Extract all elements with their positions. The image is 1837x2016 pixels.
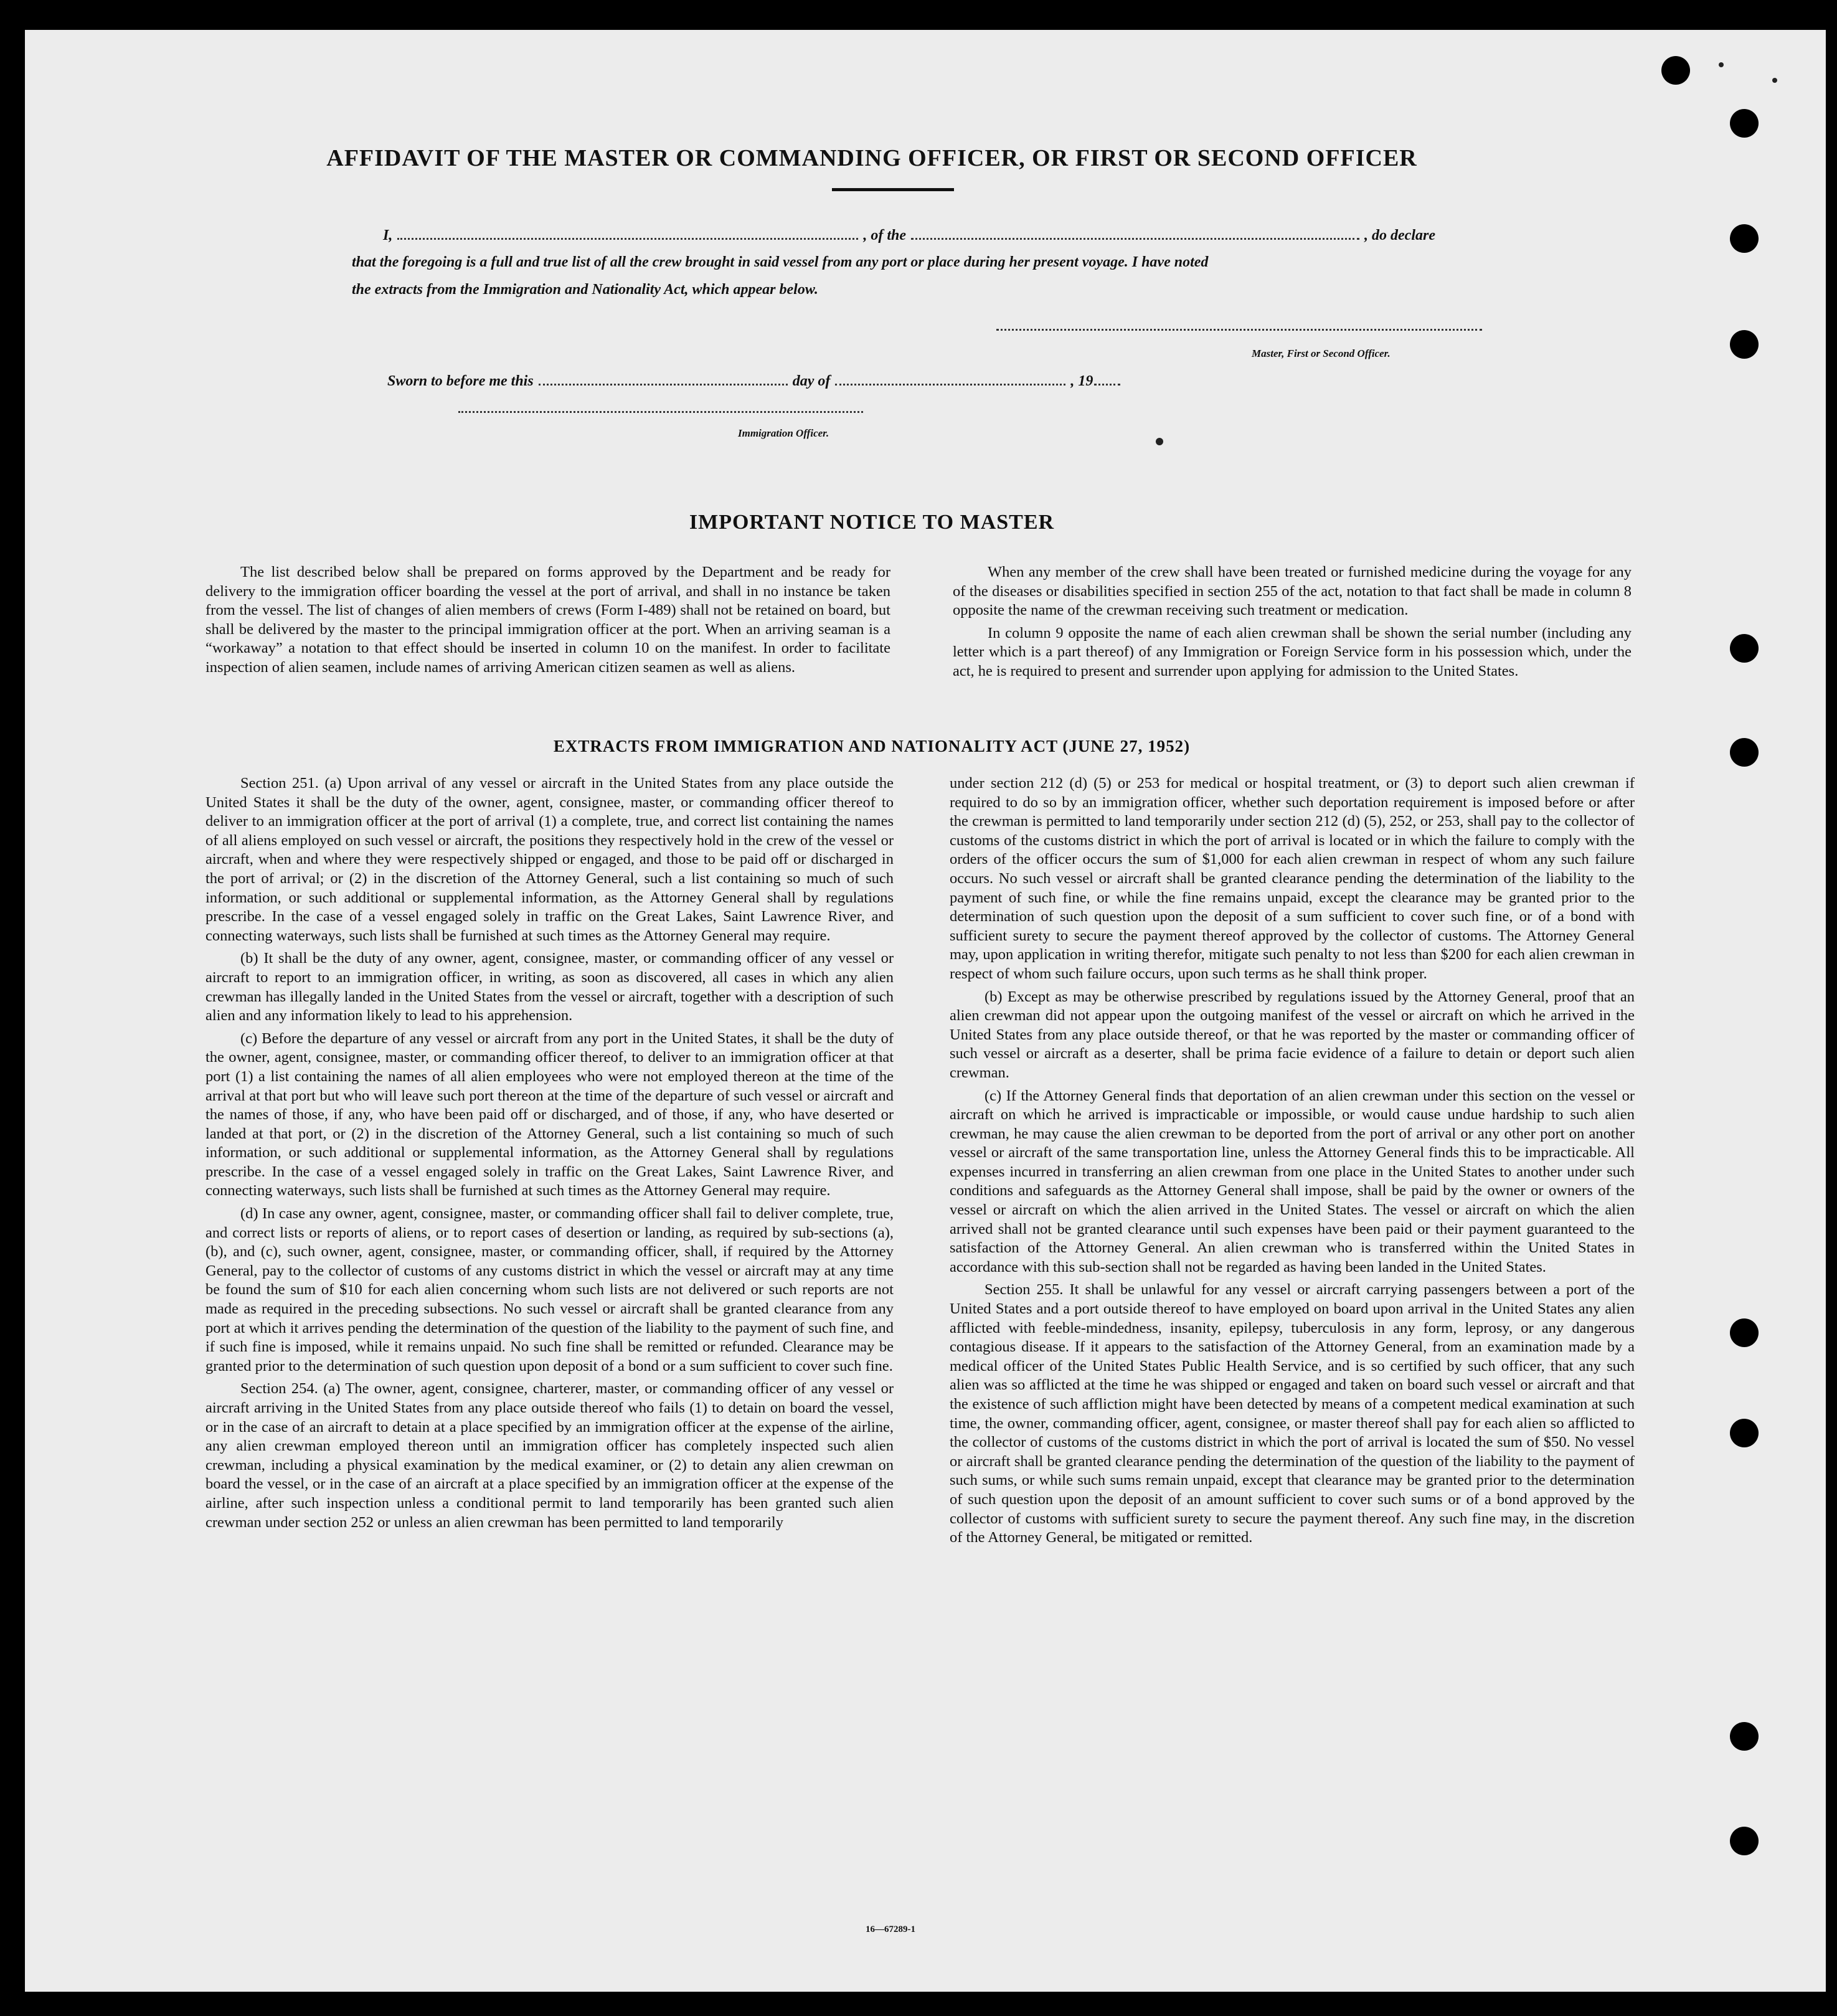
notice-title: IMPORTANT NOTICE TO MASTER [689,511,1055,534]
sworn-date-field[interactable] [539,371,788,386]
notice-left-column [205,563,890,678]
notice-paragraph: The list described below shall be prepared on forms approved by the Department and be ready for delivery to the immigration officer boarding the vessel at the port of arrival, and shall in no instance be taken from the vessel. The list of changes of alien members of crews (Form I-489) shall not be retained on board, but shall be delivered by the master to the principal immigration officer at the port. When an arriving seaman is a “workaway” a notation to that effect should be inserted in column 10 on the manifest. In order to facilitate inspection of alien seamen, include names of arriving American citizen seamen as well as aliens. [205,564,890,676]
section-255: Section 255. It shall be unlawful for any vessel or aircraft carrying passengers between a port of the United States and a port outside thereof to have employed on board upon arrival in the United States any alien afflicted with feeble-mindedness, insanity, epilepsy, tuberculosis in any form, leprosy, or any dangerous contagious disease. If it appears to the satisfaction of the Attorney General, from an examination made by a medical officer of the United States Public Health Service, and is so certified by such officer, that any such alien was so afflicted at the time he was shipped or engaged and taken on board such vessel or aircraft and that the existence of such affliction might have been detected by means of a competent medical examination at such time, the owner, commanding officer, agent, consignee, or master thereof shall pay for each alien so afflicted to the collector of customs of the customs district in which the port of arrival is located the sum of $50. No vessel or aircraft shall be granted clearance pending the determination of the question of the liability to the payment of such sums, or while such sums remain unpaid, except that clearance may be granted prior to the determination of such question upon the deposit of an amount sufficient to cover such sums or of a bond approved by the collector of customs with sufficient surety to secure the payment thereof. Any such fine may, in the discretion of the Attorney General, be mitigated or remitted. [950,1281,1635,1546]
section-254c: (c) If the Attorney General finds that deportation of an alien crewman under this section on the vessel or aircraft on which he arrived is impracticable or impossible, or would cause undue hardship to such alien crewman, he may cause the alien crewman to be deported from the port of arrival or any other port on another vessel or aircraft of the same transportation line, unless the Attorney General finds this to be impracticable. All expenses incurred in transferring an alien crewman from one place in the United States to another under such conditions and safeguards as the Attorney General shall impose, shall be paid by the owner or owners of the vessel or aircraft on which the alien arrived in the United States. The vessel or aircraft on which the alien arrived shall not be granted clearance until such expenses have been paid or their payment guaranteed to the satisfaction of the Attorney General. An alien crewman who is transferred within the United States in accordance with this sub-section shall not be regarded as having been landed in the United States. [950,1087,1635,1275]
name-field[interactable] [397,225,858,240]
sworn-line [387,371,1125,390]
extracts-title: EXTRACTS FROM IMMIGRATION AND NATIONALITY ACT (JUNE 27, 1952) [553,737,1191,755]
do-declare-label: , do declare [1364,227,1435,244]
section-251d: (d) In case any owner, agent, consignee, master, or commanding officer shall fail to deliver complete, true, and correct lists or reports of aliens, or to report cases of desertion or landing, as required by sub-sections (a), (b), and (c), such owner, agent, consignee, master, or commanding officer, shall, if required by the Attorney General, pay to the collector of customs of any customs district in which the vessel or aircraft may at any time be found the sum of $10 for each alien concerning whom such lists are not delivered or such reports are not made as required in the preceding subsections. No such vessel or aircraft shall be granted clearance from any port at which it arrives pending the determination of the question of the liability to the payment of such fine, and if such fine is imposed, while it remains unpaid. No such fine shall be remitted or refunded. Clearance may be granted prior to the determination of such question upon deposit of a bond or a sum sufficient to cover such fine. [205,1205,894,1375]
extracts-right-column [950,774,1635,1548]
i-label: I, [383,227,393,244]
section-254a: Section 254. (a) The owner, agent, consignee, charterer, master, or commanding officer of any vessel or aircraft arriving in the United States from any place outside thereof who fails (1) to detain on board the vessel, or in the case of an aircraft to detain at a place specified by an immigration officer at the expense of the airline, any alien crewman employed thereon until an immigration officer has completely inspected such alien crewman, including a physical examination by the medical examiner, or (2) to detain any alien crewman on board the vessel, or in the case of an aircraft at a place specified by an immigration officer at the expense of the airline, after such inspection unless a conditional permit to land temporarily has been granted such alien crewman under section 252 or unless an alien crewman has been permitted to land temporarily [205,1380,894,1531]
section-254a-continued: under section 212 (d) (5) or 253 for medical or hospital treatment, or (3) to deport such alien crewman if required to do so by an immigration officer, whether such deportation requirement is imposed before or after the crewman is permitted to land temporarily under section 212 (d) (5), 252, or 253, shall pay to the collector of customs of the customs district in which the port of arrival is located or in which the failure to comply with the orders of the officer occurs the sum of $1,000 for each alien crewman in respect of whom any such failure occurs. No such vessel or aircraft shall be granted clearance pending the determination of the liability to the payment of such fine, or while the fine remains unpaid, except the clearance may be granted prior to the determination of such question upon the deposit of a sum sufficient to cover such fine, or of a bond with sufficient surety to secure the payment thereof approved by the collector of customs. The Attorney General may, upon application in writing therefor, mitigate such penalty to not less than $200 for each alien crewman in respect of whom such failure occurs, upon such terms as he shall think proper. [950,775,1635,982]
declaration-fill-line [383,225,1435,244]
year-field[interactable] [1094,371,1120,386]
binder-hole [1730,1722,1759,1751]
extracts-left-column [205,774,894,1532]
title-rule [832,188,954,191]
notice-paragraph: When any member of the crew shall have been treated or furnished medicine during the voyage for any of the diseases or disabilities specified in section 255 of the act, notation to that fact shall be made in column 8 opposite the name of the crewman receiving such treatment or medication. [953,564,1632,619]
binder-hole [1730,330,1759,359]
vessel-field[interactable] [911,225,1359,240]
sworn-label: Sworn to before me this [387,373,534,389]
master-signature-line[interactable] [996,329,1482,331]
binder-hole [1730,1419,1759,1447]
declaration-text-1: that the foregoing is a full and true list of all the crew brought in said vessel from any port or place during her present voyage. I have noted [352,254,1209,270]
speck [1719,62,1724,67]
binder-hole [1730,634,1759,663]
notice-paragraph: In column 9 opposite the name of each alien crewman shall be shown the serial number (including any letter which is a part thereof) of any Immigration or Foreign Service form in his possession which, under the act, he is required to present and surrender upon applying for admission to the United States. [953,624,1632,679]
binder-hole [1730,1827,1759,1855]
form-number: 16—67289-1 [866,1924,915,1934]
year-label: , 19 [1070,373,1093,389]
day-of-label: day of [792,373,831,389]
section-251c: (c) Before the departure of any vessel or aircraft from any port in the United States, it shall be the duty of the owner, agent, consignee, master, or commanding officer thereof, to deliver to an immigration officer at that port (1) a list containing the names of all alien employees who were not employed thereon at the time of the arrival at that port but who will leave such port thereon at the time of the departure of such vessel or aircraft and the names of those, if any, who have been paid off or discharged, and of those, if any, who have deserted or landed at that port, or (2) in the discretion of the Attorney General, such a list containing so much of such information, or such additional or supplemental information, as the Attorney General shall by regulations prescribe. In the case of a vessel engaged solely in traffic on the Great Lakes, Saint Lawrence River, and connecting waterways, such lists shall be furnished at such times as the Attorney General may require. [205,1029,894,1200]
speck [1772,78,1777,83]
officer-caption: Immigration Officer. [738,427,829,439]
binder-hole [1661,56,1690,85]
speck [1156,438,1163,445]
binder-hole [1730,1318,1759,1347]
binder-hole [1730,224,1759,253]
month-field[interactable] [835,371,1065,386]
of-the-label: , of the [863,227,907,244]
section-254b: (b) Except as may be otherwise prescribed by regulations issued by the Attorney General, proof that an alien crewman did not appear upon the outgoing manifest of the vessel or aircraft on which he arrived in the United States from any place outside thereof, or that he was reported by the master or commanding officer of such vessel or aircraft as a deserter, shall be prima facie evidence of a failure to detain or deport such alien crewman. [950,988,1635,1081]
section-251a: Section 251. (a) Upon arrival of any vessel or aircraft in the United States from any place outside the United States it shall be the duty of the owner, agent, consignee, master, or commanding officer thereof to deliver to an immigration officer at the port of arrival (1) a complete, true, and correct list containing the names of all aliens employed on such vessel or aircraft, the positions they respectively hold in the crew of the vessel or aircraft, when and where they were respectively shipped or engaged, and those to be paid off or discharged in the port of arrival; or (2) in the discretion of the Attorney General, such a list containing so much of such information, or such additional or supplemental information, as the Attorney General shall by regulations prescribe. In the case of a vessel engaged solely in traffic on the Great Lakes, Saint Lawrence River, and connecting waterways, such lists shall be furnished at such times as the Attorney General may require. [205,775,894,944]
binder-hole [1730,738,1759,767]
section-251b: (b) It shall be the duty of any owner, agent, consignee, master, or commanding officer of any vessel or aircraft to report to an immigration officer, in writing, as soon as discovered, all cases in which any alien crewman has illegally landed in the United States from the vessel or aircraft, together with a description of such alien and any information likely to lead to his apprehension. [205,950,894,1025]
binder-hole [1730,109,1759,138]
master-caption: Master, First or Second Officer. [1252,348,1391,359]
affidavit-title: AFFIDAVIT OF THE MASTER OR COMMANDING OFFICER, OR FIRST OR SECOND OFFICER [326,145,1417,171]
notice-right-column [953,563,1632,681]
declaration-text-2: the extracts from the Immigration and Nationality Act, which appear below. [352,282,818,298]
officer-signature-line[interactable] [458,411,863,413]
